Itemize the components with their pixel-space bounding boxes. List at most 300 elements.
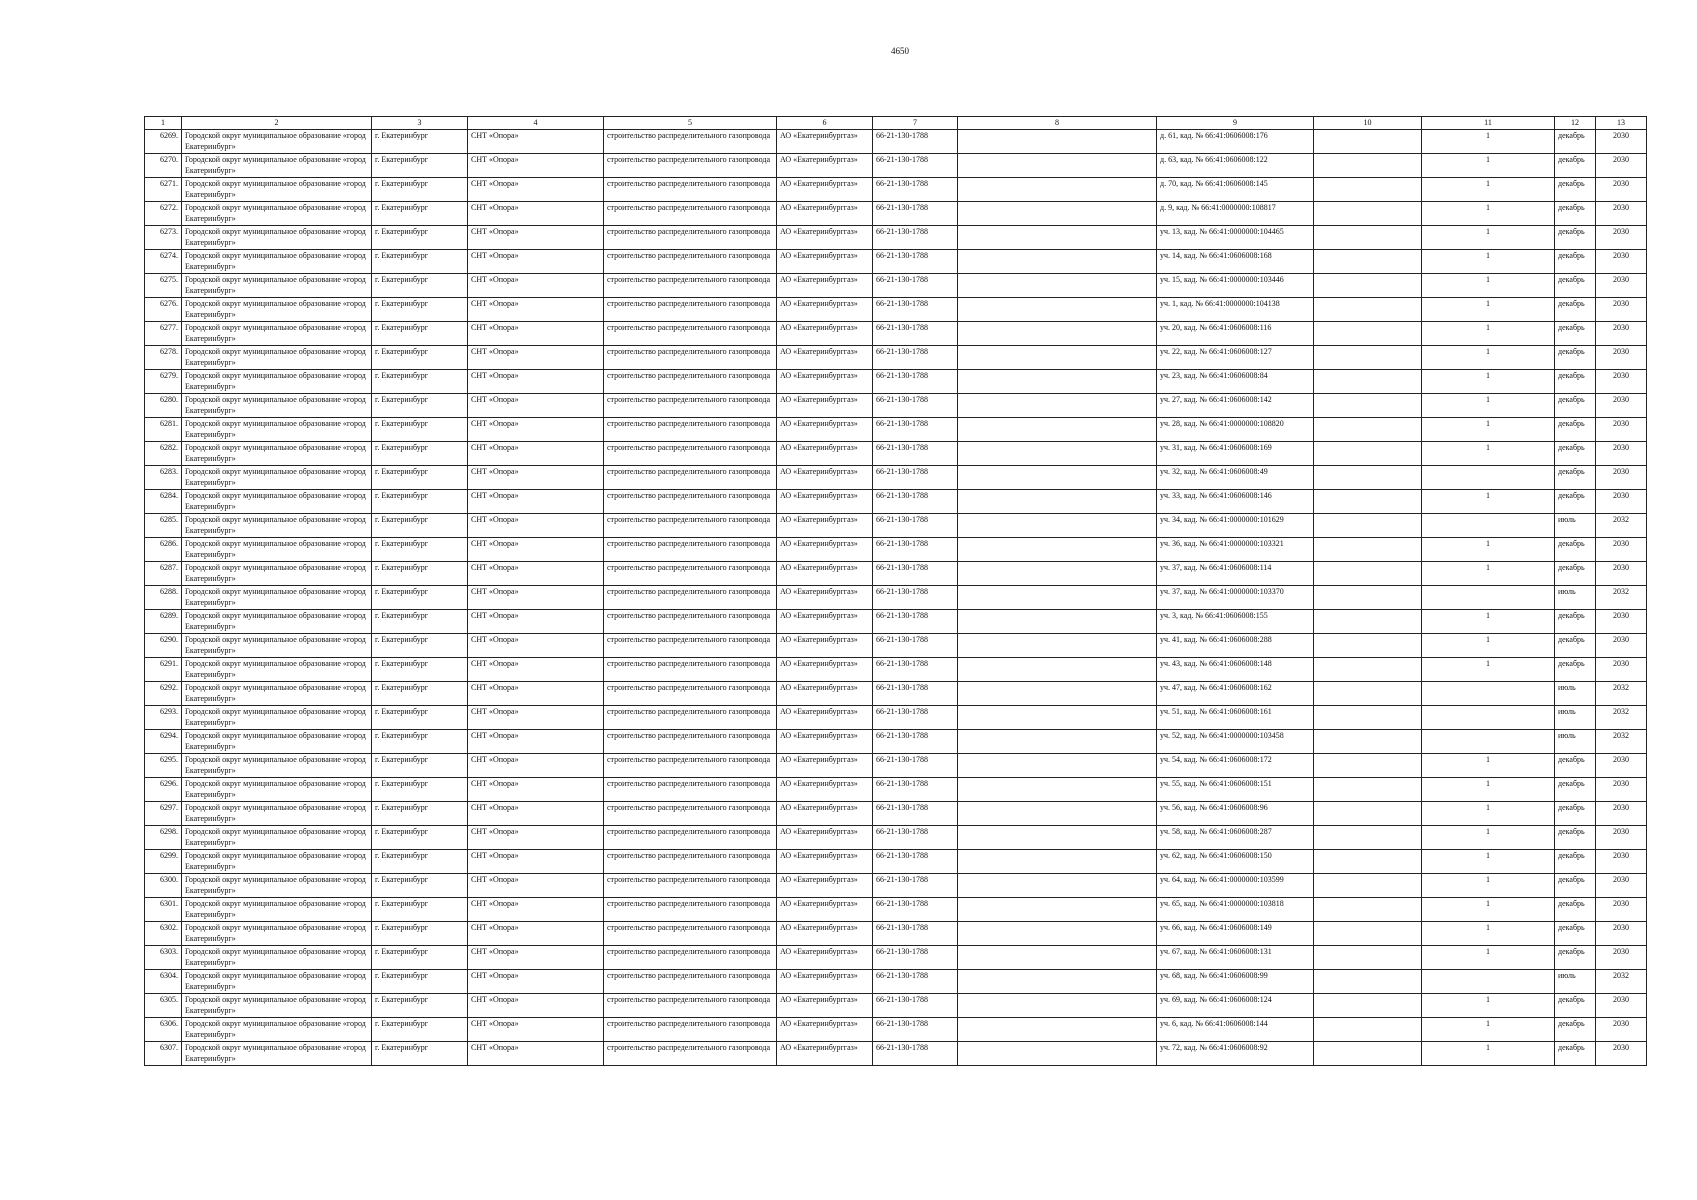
table-cell-col-13: 2030 (1596, 130, 1647, 154)
table-cell-col-1: 6270. (145, 154, 182, 178)
table-cell-col-8 (958, 250, 1157, 274)
table-cell-col-6: АО «Екатеринбурггаз» (777, 754, 873, 778)
table-cell-col-11: 1 (1422, 802, 1555, 826)
table-row (145, 682, 1647, 706)
table-cell-col-13: 2030 (1596, 202, 1647, 226)
table-cell-col-8 (958, 586, 1157, 610)
table-row (145, 610, 1647, 634)
table-cell-col-1: 6306. (145, 1018, 182, 1042)
table-cell-col-7: 66-21-130-1788 (873, 586, 958, 610)
table-cell-col-13: 2030 (1596, 298, 1647, 322)
table-row (145, 490, 1647, 514)
table-cell-col-2: Городской округ муниципальное образование «город Екатеринбург» (182, 898, 372, 922)
table-cell-col-4: СНТ «Опора» (468, 394, 604, 418)
table-cell-col-8 (958, 706, 1157, 730)
table-cell-col-1: 6283. (145, 466, 182, 490)
table-cell-col-3: г. Екатеринбург (372, 658, 468, 682)
table-cell-col-13: 2030 (1596, 562, 1647, 586)
column-header-8: 8 (958, 117, 1157, 130)
table-cell-col-5: строительство распределительного газопровода (604, 874, 777, 898)
table-cell-col-13: 2030 (1596, 778, 1647, 802)
table-cell-col-12: декабрь (1555, 874, 1596, 898)
table-cell-col-7: 66-21-130-1788 (873, 514, 958, 538)
table-cell-col-6: АО «Екатеринбурггаз» (777, 346, 873, 370)
table-cell-col-10 (1314, 490, 1422, 514)
table-cell-col-7: 66-21-130-1788 (873, 850, 958, 874)
table-cell-col-12: декабрь (1555, 898, 1596, 922)
table-cell-col-3: г. Екатеринбург (372, 754, 468, 778)
column-header-13: 13 (1596, 117, 1647, 130)
table-cell-col-3: г. Екатеринбург (372, 682, 468, 706)
table-cell-col-1: 6292. (145, 682, 182, 706)
table-cell-col-4: СНТ «Опора» (468, 1042, 604, 1066)
table-row (145, 322, 1647, 346)
table-cell-col-4: СНТ «Опора» (468, 802, 604, 826)
table-row (145, 1042, 1647, 1066)
table-row (145, 226, 1647, 250)
table-row (145, 730, 1647, 754)
table-cell-col-9: уч. 3, кад. № 66:41:0606008:155 (1157, 610, 1314, 634)
table-cell-col-10 (1314, 394, 1422, 418)
table-cell-col-11 (1422, 970, 1555, 994)
table-cell-col-4: СНТ «Опора» (468, 658, 604, 682)
table-cell-col-11: 1 (1422, 250, 1555, 274)
table-cell-col-4: СНТ «Опора» (468, 274, 604, 298)
table-cell-col-1: 6304. (145, 970, 182, 994)
table-cell-col-1: 6272. (145, 202, 182, 226)
table-cell-col-3: г. Екатеринбург (372, 850, 468, 874)
table-cell-col-2: Городской округ муниципальное образование «город Екатеринбург» (182, 634, 372, 658)
table-cell-col-6: АО «Екатеринбурггаз» (777, 562, 873, 586)
table-cell-col-10 (1314, 442, 1422, 466)
table-cell-col-4: СНТ «Опора» (468, 754, 604, 778)
table-cell-col-2: Городской округ муниципальное образование «город Екатеринбург» (182, 418, 372, 442)
table-cell-col-11 (1422, 730, 1555, 754)
table-cell-col-4: СНТ «Опора» (468, 130, 604, 154)
table-cell-col-8 (958, 466, 1157, 490)
table-cell-col-3: г. Екатеринбург (372, 562, 468, 586)
table-cell-col-1: 6303. (145, 946, 182, 970)
table-cell-col-12: декабрь (1555, 994, 1596, 1018)
table-cell-col-8 (958, 538, 1157, 562)
table-cell-col-11: 1 (1422, 538, 1555, 562)
table-cell-col-7: 66-21-130-1788 (873, 754, 958, 778)
table-cell-col-12: декабрь (1555, 274, 1596, 298)
table-cell-col-9: уч. 27, кад. № 66:41:0606008:142 (1157, 394, 1314, 418)
table-cell-col-7: 66-21-130-1788 (873, 898, 958, 922)
table-cell-col-12: декабрь (1555, 1018, 1596, 1042)
table-cell-col-4: СНТ «Опора» (468, 442, 604, 466)
table-cell-col-8 (958, 754, 1157, 778)
table-cell-col-13: 2030 (1596, 922, 1647, 946)
table-cell-col-4: СНТ «Опора» (468, 418, 604, 442)
column-header-9: 9 (1157, 117, 1314, 130)
table-cell-col-1: 6286. (145, 538, 182, 562)
column-header-1: 1 (145, 117, 182, 130)
table-cell-col-2: Городской округ муниципальное образование «город Екатеринбург» (182, 586, 372, 610)
table-cell-col-8 (958, 562, 1157, 586)
table-cell-col-13: 2030 (1596, 346, 1647, 370)
table-cell-col-9: уч. 33, кад. № 66:41:0606008:146 (1157, 490, 1314, 514)
table-cell-col-11: 1 (1422, 850, 1555, 874)
table-cell-col-11: 1 (1422, 298, 1555, 322)
table-cell-col-6: АО «Екатеринбурггаз» (777, 370, 873, 394)
table-cell-col-12: декабрь (1555, 418, 1596, 442)
table-cell-col-11: 1 (1422, 130, 1555, 154)
table-cell-col-6: АО «Екатеринбурггаз» (777, 442, 873, 466)
table-cell-col-11: 1 (1422, 202, 1555, 226)
table-cell-col-9: д. 61, кад. № 66:41:0606008:176 (1157, 130, 1314, 154)
table-cell-col-5: строительство распределительного газопровода (604, 298, 777, 322)
table-cell-col-2: Городской округ муниципальное образование «город Екатеринбург» (182, 394, 372, 418)
table-cell-col-10 (1314, 946, 1422, 970)
table-cell-col-9: уч. 62, кад. № 66:41:0606008:150 (1157, 850, 1314, 874)
table-cell-col-12: декабрь (1555, 298, 1596, 322)
table-cell-col-11: 1 (1422, 946, 1555, 970)
table-cell-col-10 (1314, 706, 1422, 730)
table-cell-col-8 (958, 610, 1157, 634)
table-cell-col-5: строительство распределительного газопровода (604, 898, 777, 922)
table-cell-col-2: Городской округ муниципальное образование «город Екатеринбург» (182, 490, 372, 514)
table-cell-col-10 (1314, 826, 1422, 850)
table-cell-col-11: 1 (1422, 874, 1555, 898)
table-cell-col-11: 1 (1422, 226, 1555, 250)
table-cell-col-12: декабрь (1555, 946, 1596, 970)
table-cell-col-3: г. Екатеринбург (372, 634, 468, 658)
table-cell-col-1: 6282. (145, 442, 182, 466)
table-row (145, 898, 1647, 922)
table-cell-col-13: 2030 (1596, 226, 1647, 250)
table-cell-col-4: СНТ «Опора» (468, 298, 604, 322)
table-cell-col-13: 2030 (1596, 274, 1647, 298)
table-cell-col-7: 66-21-130-1788 (873, 274, 958, 298)
document-table (144, 116, 1647, 1066)
table-cell-col-9: уч. 28, кад. № 66:41:0000000:108820 (1157, 418, 1314, 442)
table-cell-col-4: СНТ «Опора» (468, 898, 604, 922)
table-cell-col-6: АО «Екатеринбурггаз» (777, 418, 873, 442)
table-row (145, 634, 1647, 658)
table-cell-col-10 (1314, 226, 1422, 250)
table-cell-col-2: Городской округ муниципальное образование «город Екатеринбург» (182, 562, 372, 586)
table-cell-col-5: строительство распределительного газопровода (604, 346, 777, 370)
table-cell-col-9: уч. 1, кад. № 66:41:0000000:104138 (1157, 298, 1314, 322)
table-cell-col-3: г. Екатеринбург (372, 802, 468, 826)
table-cell-col-12: декабрь (1555, 370, 1596, 394)
table-row (145, 442, 1647, 466)
table-cell-col-2: Городской округ муниципальное образование «город Екатеринбург» (182, 850, 372, 874)
table-cell-col-10 (1314, 994, 1422, 1018)
table-cell-col-6: АО «Екатеринбурггаз» (777, 730, 873, 754)
table-cell-col-5: строительство распределительного газопровода (604, 730, 777, 754)
table-cell-col-8 (958, 226, 1157, 250)
table-cell-col-9: уч. 55, кад. № 66:41:0606008:151 (1157, 778, 1314, 802)
table-cell-col-5: строительство распределительного газопровода (604, 490, 777, 514)
table-cell-col-9: уч. 56, кад. № 66:41:0606008:96 (1157, 802, 1314, 826)
table-cell-col-4: СНТ «Опора» (468, 994, 604, 1018)
table-cell-col-1: 6300. (145, 874, 182, 898)
table-cell-col-1: 6293. (145, 706, 182, 730)
table-cell-col-12: декабрь (1555, 562, 1596, 586)
table-cell-col-6: АО «Екатеринбурггаз» (777, 850, 873, 874)
table-cell-col-1: 6298. (145, 826, 182, 850)
table-cell-col-4: СНТ «Опора» (468, 634, 604, 658)
table-cell-col-10 (1314, 322, 1422, 346)
table-cell-col-12: декабрь (1555, 346, 1596, 370)
table-cell-col-9: уч. 58, кад. № 66:41:0606008:287 (1157, 826, 1314, 850)
table-cell-col-9: уч. 31, кад. № 66:41:0606008:169 (1157, 442, 1314, 466)
column-header-2: 2 (182, 117, 372, 130)
table-cell-col-3: г. Екатеринбург (372, 154, 468, 178)
table-cell-col-2: Городской округ муниципальное образование «город Екатеринбург» (182, 514, 372, 538)
table-cell-col-8 (958, 370, 1157, 394)
table-cell-col-4: СНТ «Опора» (468, 970, 604, 994)
table-cell-col-11: 1 (1422, 490, 1555, 514)
table-cell-col-2: Городской округ муниципальное образование «город Екатеринбург» (182, 994, 372, 1018)
table-row (145, 250, 1647, 274)
table-row (145, 850, 1647, 874)
column-header-7: 7 (873, 117, 958, 130)
table-cell-col-10 (1314, 274, 1422, 298)
table-cell-col-3: г. Екатеринбург (372, 490, 468, 514)
table-cell-col-5: строительство распределительного газопровода (604, 634, 777, 658)
table-cell-col-11: 1 (1422, 658, 1555, 682)
table-cell-col-4: СНТ «Опора» (468, 826, 604, 850)
table-cell-col-2: Городской округ муниципальное образование «город Екатеринбург» (182, 538, 372, 562)
table-cell-col-1: 6291. (145, 658, 182, 682)
column-header-10: 10 (1314, 117, 1422, 130)
table-cell-col-11 (1422, 682, 1555, 706)
table-cell-col-1: 6280. (145, 394, 182, 418)
table-cell-col-12: декабрь (1555, 1042, 1596, 1066)
table-cell-col-5: строительство распределительного газопровода (604, 538, 777, 562)
table-cell-col-3: г. Екатеринбург (372, 826, 468, 850)
table-cell-col-5: строительство распределительного газопровода (604, 970, 777, 994)
table-row (145, 754, 1647, 778)
table-cell-col-4: СНТ «Опора» (468, 466, 604, 490)
table-cell-col-1: 6277. (145, 322, 182, 346)
table-cell-col-1: 6302. (145, 922, 182, 946)
table-cell-col-7: 66-21-130-1788 (873, 490, 958, 514)
table-cell-col-6: АО «Екатеринбурггаз» (777, 130, 873, 154)
table-cell-col-8 (958, 274, 1157, 298)
table-cell-col-13: 2030 (1596, 418, 1647, 442)
table-cell-col-9: уч. 72, кад. № 66:41:0606008:92 (1157, 1042, 1314, 1066)
table-cell-col-10 (1314, 682, 1422, 706)
table-cell-col-5: строительство распределительного газопровода (604, 418, 777, 442)
table-cell-col-9: уч. 6, кад. № 66:41:0606008:144 (1157, 1018, 1314, 1042)
table-cell-col-5: строительство распределительного газопровода (604, 394, 777, 418)
table-cell-col-8 (958, 682, 1157, 706)
table-cell-col-1: 6273. (145, 226, 182, 250)
table-cell-col-3: г. Екатеринбург (372, 250, 468, 274)
table-row (145, 466, 1647, 490)
table-cell-col-6: АО «Екатеринбурггаз» (777, 658, 873, 682)
table-cell-col-11: 1 (1422, 1042, 1555, 1066)
table-cell-col-6: АО «Екатеринбурггаз» (777, 682, 873, 706)
table-cell-col-10 (1314, 898, 1422, 922)
table-cell-col-6: АО «Екатеринбурггаз» (777, 610, 873, 634)
table-cell-col-13: 2030 (1596, 370, 1647, 394)
table-cell-col-3: г. Екатеринбург (372, 274, 468, 298)
table-cell-col-6: АО «Екатеринбурггаз» (777, 322, 873, 346)
table-row (145, 562, 1647, 586)
table-cell-col-9: уч. 69, кад. № 66:41:0606008:124 (1157, 994, 1314, 1018)
column-header-4: 4 (468, 117, 604, 130)
table-cell-col-2: Городской округ муниципальное образование «город Екатеринбург» (182, 466, 372, 490)
table-cell-col-4: СНТ «Опора» (468, 778, 604, 802)
table-cell-col-2: Городской округ муниципальное образование «город Екатеринбург» (182, 274, 372, 298)
table-cell-col-13: 2032 (1596, 682, 1647, 706)
table-cell-col-3: г. Екатеринбург (372, 394, 468, 418)
table-cell-col-7: 66-21-130-1788 (873, 970, 958, 994)
table-cell-col-9: уч. 22, кад. № 66:41:0606008:127 (1157, 346, 1314, 370)
table-cell-col-11: 1 (1422, 322, 1555, 346)
table-row (145, 154, 1647, 178)
table-cell-col-7: 66-21-130-1788 (873, 658, 958, 682)
table-cell-col-12: июль (1555, 706, 1596, 730)
column-header-11: 11 (1422, 117, 1555, 130)
table-cell-col-10 (1314, 1042, 1422, 1066)
table-cell-col-10 (1314, 514, 1422, 538)
table-cell-col-1: 6284. (145, 490, 182, 514)
table-cell-col-11 (1422, 514, 1555, 538)
table-cell-col-5: строительство распределительного газопровода (604, 826, 777, 850)
table-cell-col-9: уч. 36, кад. № 66:41:0000000:103321 (1157, 538, 1314, 562)
table-cell-col-1: 6285. (145, 514, 182, 538)
table-cell-col-2: Городской округ муниципальное образование «город Екатеринбург» (182, 970, 372, 994)
table-cell-col-6: АО «Екатеринбурггаз» (777, 226, 873, 250)
table-cell-col-8 (958, 130, 1157, 154)
table-cell-col-10 (1314, 370, 1422, 394)
table-cell-col-8 (958, 826, 1157, 850)
table-cell-col-9: уч. 32, кад. № 66:41:0606008:49 (1157, 466, 1314, 490)
table-cell-col-13: 2030 (1596, 1042, 1647, 1066)
table-cell-col-6: АО «Екатеринбурггаз» (777, 178, 873, 202)
table-cell-col-2: Городской округ муниципальное образование «город Екатеринбург» (182, 730, 372, 754)
table-row (145, 946, 1647, 970)
table-cell-col-4: СНТ «Опора» (468, 514, 604, 538)
table-cell-col-2: Городской округ муниципальное образование «город Екатеринбург» (182, 802, 372, 826)
table-cell-col-7: 66-21-130-1788 (873, 130, 958, 154)
table-cell-col-6: АО «Екатеринбурггаз» (777, 1018, 873, 1042)
table-cell-col-5: строительство распределительного газопровода (604, 610, 777, 634)
table-row (145, 346, 1647, 370)
table-cell-col-3: г. Екатеринбург (372, 514, 468, 538)
table-cell-col-13: 2030 (1596, 490, 1647, 514)
table-cell-col-11: 1 (1422, 346, 1555, 370)
table-cell-col-6: АО «Екатеринбурггаз» (777, 946, 873, 970)
table-cell-col-5: строительство распределительного газопровода (604, 682, 777, 706)
table-cell-col-1: 6295. (145, 754, 182, 778)
table-cell-col-5: строительство распределительного газопровода (604, 154, 777, 178)
column-header-3: 3 (372, 117, 468, 130)
table-cell-col-11: 1 (1422, 634, 1555, 658)
table-cell-col-12: декабрь (1555, 826, 1596, 850)
table-cell-col-3: г. Екатеринбург (372, 202, 468, 226)
table-cell-col-10 (1314, 778, 1422, 802)
table-cell-col-5: строительство распределительного газопровода (604, 922, 777, 946)
table-cell-col-11: 1 (1422, 442, 1555, 466)
table-row (145, 274, 1647, 298)
column-header-12: 12 (1555, 117, 1596, 130)
table-cell-col-6: АО «Екатеринбурггаз» (777, 706, 873, 730)
table-row (145, 658, 1647, 682)
table-cell-col-3: г. Екатеринбург (372, 874, 468, 898)
table-cell-col-12: декабрь (1555, 250, 1596, 274)
table-cell-col-5: строительство распределительного газопровода (604, 202, 777, 226)
table-cell-col-10 (1314, 634, 1422, 658)
table-cell-col-4: СНТ «Опора» (468, 178, 604, 202)
table-cell-col-2: Городской округ муниципальное образование «город Екатеринбург» (182, 946, 372, 970)
table-row (145, 778, 1647, 802)
table-cell-col-11: 1 (1422, 370, 1555, 394)
page-number: 4650 (891, 46, 909, 56)
table-row (145, 826, 1647, 850)
table-cell-col-7: 66-21-130-1788 (873, 538, 958, 562)
table-row (145, 178, 1647, 202)
table-cell-col-6: АО «Екатеринбурггаз» (777, 466, 873, 490)
table-cell-col-8 (958, 154, 1157, 178)
table-cell-col-13: 2032 (1596, 586, 1647, 610)
table-cell-col-10 (1314, 970, 1422, 994)
table-row (145, 514, 1647, 538)
table-cell-col-6: АО «Екатеринбурггаз» (777, 538, 873, 562)
table-cell-col-4: СНТ «Опора» (468, 490, 604, 514)
table-cell-col-10 (1314, 874, 1422, 898)
table-cell-col-8 (958, 778, 1157, 802)
table-cell-col-2: Городской округ муниципальное образование «город Екатеринбург» (182, 370, 372, 394)
table-cell-col-2: Городской округ муниципальное образование «город Екатеринбург» (182, 922, 372, 946)
table-cell-col-5: строительство распределительного газопровода (604, 178, 777, 202)
table-cell-col-6: АО «Екатеринбурггаз» (777, 970, 873, 994)
table-cell-col-7: 66-21-130-1788 (873, 562, 958, 586)
table-cell-col-7: 66-21-130-1788 (873, 922, 958, 946)
table-cell-col-5: строительство распределительного газопровода (604, 130, 777, 154)
table-cell-col-9: уч. 54, кад. № 66:41:0606008:172 (1157, 754, 1314, 778)
table-cell-col-12: июль (1555, 586, 1596, 610)
table-cell-col-13: 2030 (1596, 898, 1647, 922)
table-cell-col-5: строительство распределительного газопровода (604, 370, 777, 394)
table-cell-col-12: декабрь (1555, 538, 1596, 562)
table-cell-col-7: 66-21-130-1788 (873, 994, 958, 1018)
table-cell-col-11: 1 (1422, 826, 1555, 850)
table-cell-col-6: АО «Екатеринбурггаз» (777, 154, 873, 178)
table-cell-col-5: строительство распределительного газопровода (604, 658, 777, 682)
table-cell-col-6: АО «Екатеринбурггаз» (777, 802, 873, 826)
table-cell-col-2: Городской округ муниципальное образование «город Екатеринбург» (182, 610, 372, 634)
table-cell-col-1: 6289. (145, 610, 182, 634)
table-cell-col-8 (958, 514, 1157, 538)
table-cell-col-7: 66-21-130-1788 (873, 346, 958, 370)
table-cell-col-5: строительство распределительного газопровода (604, 1018, 777, 1042)
table-cell-col-7: 66-21-130-1788 (873, 946, 958, 970)
table-cell-col-7: 66-21-130-1788 (873, 418, 958, 442)
table-cell-col-8 (958, 1018, 1157, 1042)
table-cell-col-4: СНТ «Опора» (468, 322, 604, 346)
table-cell-col-13: 2030 (1596, 178, 1647, 202)
table-cell-col-8 (958, 322, 1157, 346)
table-cell-col-13: 2030 (1596, 466, 1647, 490)
table-cell-col-9: уч. 67, кад. № 66:41:0606008:131 (1157, 946, 1314, 970)
table-cell-col-10 (1314, 130, 1422, 154)
table-cell-col-12: декабрь (1555, 394, 1596, 418)
table-cell-col-10 (1314, 922, 1422, 946)
table-cell-col-9: уч. 66, кад. № 66:41:0606008:149 (1157, 922, 1314, 946)
table-cell-col-2: Городской округ муниципальное образование «город Екатеринбург» (182, 154, 372, 178)
table-cell-col-7: 66-21-130-1788 (873, 226, 958, 250)
table-cell-col-7: 66-21-130-1788 (873, 706, 958, 730)
table-cell-col-8 (958, 442, 1157, 466)
